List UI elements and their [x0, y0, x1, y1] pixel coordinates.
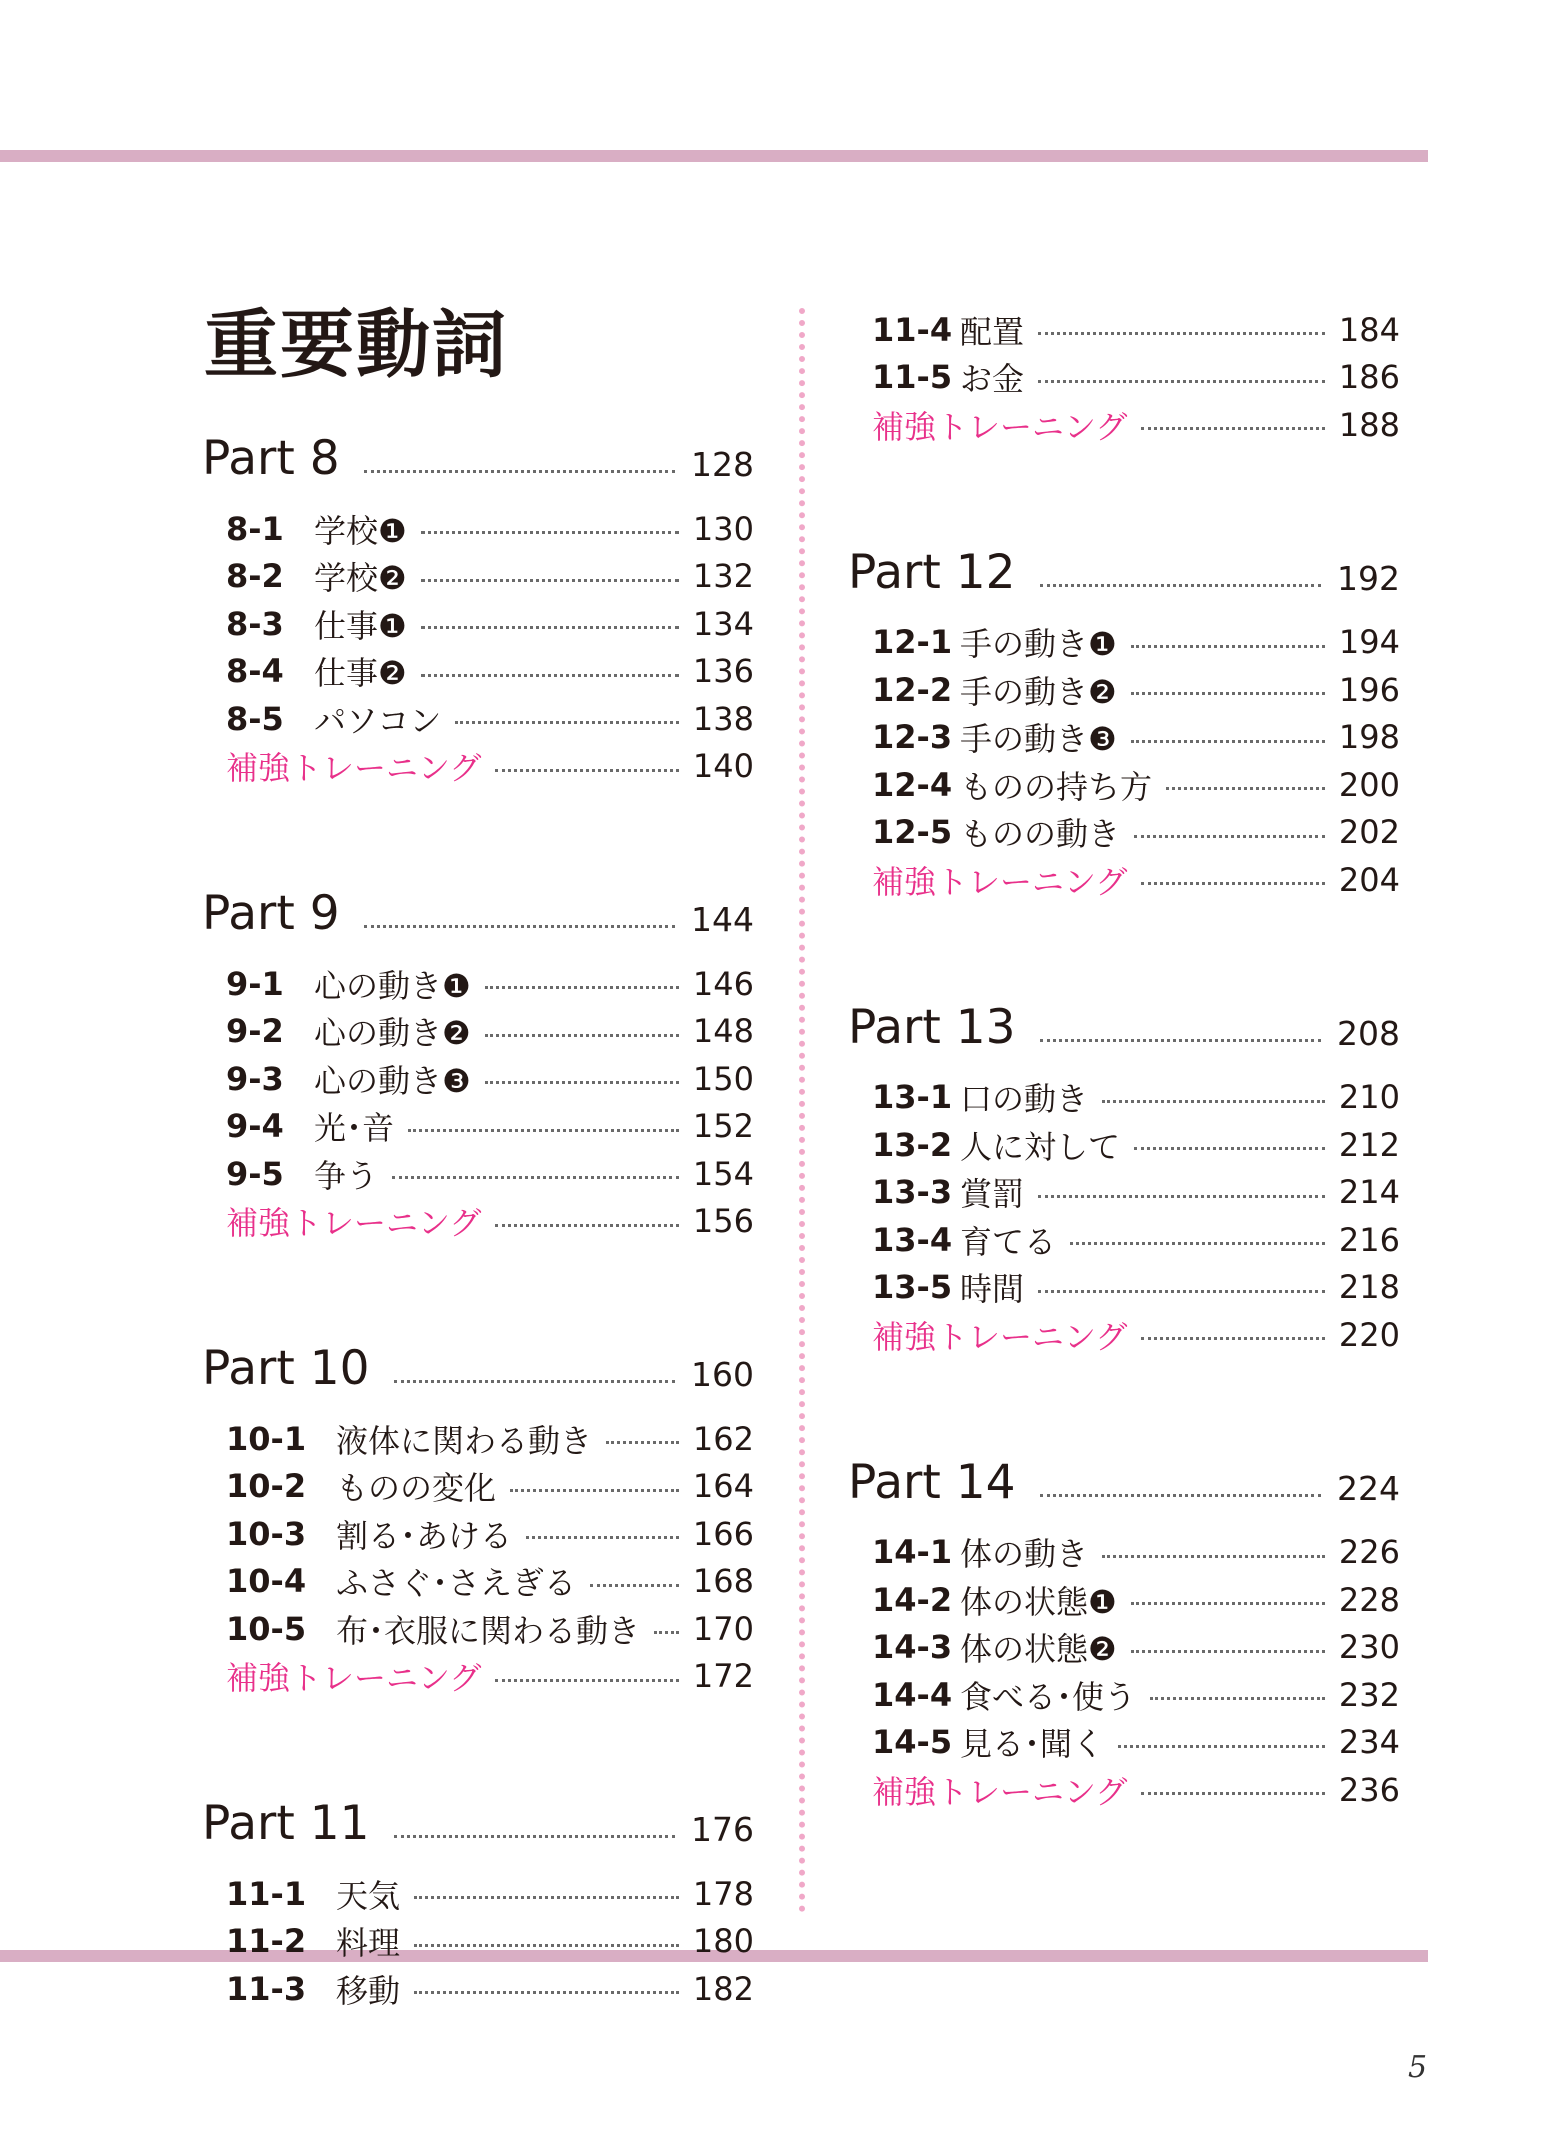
- dot-leader: [1038, 1195, 1325, 1198]
- spacer: [848, 449, 1400, 529]
- entry-page: 168: [692, 1562, 754, 1601]
- entry-label: 補強トレーニング: [226, 1659, 482, 1698]
- dot-leader: [1038, 332, 1325, 335]
- toc-entry[interactable]: [848, 714, 1400, 762]
- entry-number: 9-4: [226, 1107, 284, 1146]
- part-heading[interactable]: [848, 1439, 1400, 1513]
- toc-entry[interactable]: [202, 1870, 754, 1918]
- entry-label: 人に対して: [960, 1127, 1121, 1166]
- entry-label: 仕事❶: [314, 606, 407, 645]
- entry-label: 見る･聞く: [960, 1725, 1105, 1764]
- entry-number: 14-2: [872, 1580, 953, 1619]
- top-rule: [0, 150, 1428, 162]
- dot-leader: [1141, 427, 1325, 430]
- part-title: Part 14: [848, 1454, 1016, 1510]
- part-title: Part 10: [202, 1341, 370, 1396]
- entry-number: 8-2: [226, 557, 284, 596]
- toc-entry[interactable]: [848, 619, 1400, 667]
- toc-entry[interactable]: [848, 1169, 1400, 1217]
- entry-page: 146: [692, 964, 754, 1003]
- entry-page: 130: [692, 509, 754, 548]
- entry-page: 214: [1338, 1173, 1400, 1212]
- entry-number: 12-4: [872, 765, 953, 804]
- column-divider: [799, 308, 805, 1913]
- dot-leader: [364, 925, 675, 928]
- entry-page: 136: [692, 652, 754, 691]
- dot-leader: [526, 1536, 679, 1539]
- entry-page: 218: [1338, 1268, 1400, 1307]
- toc-entry[interactable]: [202, 1918, 754, 1966]
- spacer: [202, 1854, 754, 1870]
- toc-training-entry[interactable]: [202, 743, 754, 791]
- entry-page: 184: [1338, 310, 1400, 349]
- dot-leader: [485, 1081, 679, 1084]
- entry-page: 138: [692, 699, 754, 738]
- entry-page: 182: [692, 1969, 754, 2008]
- toc-entry[interactable]: [202, 600, 754, 648]
- entry-page: 226: [1338, 1533, 1400, 1572]
- entry-number: 12-2: [872, 670, 953, 709]
- entry-page: 196: [1338, 670, 1400, 709]
- entry-page: 228: [1338, 1580, 1400, 1619]
- entry-page: 178: [692, 1874, 754, 1913]
- toc-entry[interactable]: [202, 960, 754, 1008]
- part-page: 176: [691, 1810, 754, 1849]
- entry-number: 8-1: [226, 509, 284, 548]
- entry-label: 配置: [960, 312, 1025, 351]
- entry-number: 11-2: [226, 1922, 307, 1961]
- entry-page: 132: [692, 557, 754, 596]
- dot-leader: [1040, 1039, 1321, 1042]
- toc-entry[interactable]: [202, 695, 754, 743]
- entry-label: 学校❷: [314, 559, 407, 598]
- spacer: [848, 1058, 1400, 1074]
- toc-training-entry[interactable]: [202, 1198, 754, 1246]
- dot-leader: [1166, 787, 1325, 790]
- entry-number: 11-5: [872, 358, 953, 397]
- dot-leader: [1040, 1494, 1321, 1497]
- entry-page: 234: [1338, 1723, 1400, 1762]
- part-page: 144: [691, 900, 754, 939]
- entry-label: 心の動き❷: [314, 1014, 471, 1053]
- dot-leader: [1134, 835, 1325, 838]
- spacer: [202, 944, 754, 960]
- part-page: 224: [1337, 1468, 1400, 1508]
- toc-entry[interactable]: [202, 1415, 754, 1463]
- dot-leader: [495, 769, 679, 772]
- dot-leader: [394, 1380, 675, 1383]
- entry-page: 216: [1338, 1220, 1400, 1259]
- toc-entry[interactable]: [202, 1558, 754, 1606]
- entry-page: 200: [1338, 765, 1400, 804]
- dot-leader: [394, 1835, 675, 1838]
- toc-entry[interactable]: [848, 809, 1400, 857]
- entry-number: 11-1: [226, 1874, 307, 1913]
- entry-label: 仕事❷: [314, 654, 407, 693]
- entry-label: 学校❶: [314, 511, 407, 550]
- entry-number: 8-5: [226, 699, 284, 738]
- entry-page: 220: [1338, 1315, 1400, 1354]
- page-title: 重要動詞: [204, 302, 508, 388]
- toc-entry[interactable]: [848, 1074, 1400, 1122]
- dot-leader: [1118, 1745, 1325, 1748]
- entry-label: 育てる: [960, 1222, 1057, 1261]
- entry-page: 204: [1338, 860, 1400, 899]
- entry-label: 移動: [336, 1971, 401, 2010]
- entry-number: 9-1: [226, 964, 284, 1003]
- spacer: [848, 1359, 1400, 1439]
- part-heading[interactable]: [202, 415, 754, 489]
- toc-entry[interactable]: [202, 1463, 754, 1511]
- entry-number: 11-4: [872, 310, 953, 349]
- dot-leader: [1131, 645, 1325, 648]
- toc-training-entry[interactable]: [848, 401, 1400, 449]
- toc-entry[interactable]: [202, 648, 754, 696]
- entry-number: 12-5: [872, 813, 953, 852]
- toc-training-entry[interactable]: [848, 1766, 1400, 1814]
- entry-page: 140: [692, 747, 754, 786]
- dot-leader: [1141, 1337, 1325, 1340]
- part-title: Part 12: [848, 544, 1016, 600]
- entry-page: 212: [1338, 1125, 1400, 1164]
- dot-leader: [606, 1441, 679, 1444]
- entry-number: 13-4: [872, 1220, 953, 1259]
- dot-leader: [1038, 1290, 1325, 1293]
- entry-page: 186: [1338, 358, 1400, 397]
- toc-entry[interactable]: [202, 1055, 754, 1103]
- entry-number: 13-2: [872, 1125, 953, 1164]
- dot-leader: [455, 721, 679, 724]
- part-page: 128: [691, 445, 754, 484]
- entry-number: 10-3: [226, 1514, 307, 1553]
- toc-left-column: [202, 415, 754, 2013]
- entry-number: 10-2: [226, 1467, 307, 1506]
- dot-leader: [1040, 584, 1321, 587]
- entry-label: パソコン: [314, 701, 442, 740]
- entry-page: 148: [692, 1012, 754, 1051]
- entry-label: 体の状態❶: [960, 1582, 1117, 1621]
- toc-entry[interactable]: [202, 505, 754, 553]
- toc-entry[interactable]: [848, 1576, 1400, 1624]
- dot-leader: [414, 1896, 679, 1899]
- entry-label: ものの動き: [960, 815, 1121, 854]
- entry-label: 天気: [336, 1876, 401, 1915]
- toc-training-entry[interactable]: [848, 856, 1400, 904]
- entry-number: 12-3: [872, 718, 953, 757]
- entry-page: 194: [1338, 623, 1400, 662]
- entry-label: ものの持ち方: [960, 767, 1153, 806]
- dot-leader: [485, 986, 679, 989]
- entry-page: 170: [692, 1609, 754, 1648]
- entry-number: 14-4: [872, 1675, 953, 1714]
- dot-leader: [1070, 1242, 1325, 1245]
- entry-label: 光･音: [314, 1109, 395, 1148]
- entry-page: 188: [1338, 405, 1400, 444]
- dot-leader: [421, 579, 679, 582]
- toc-entry[interactable]: [202, 1510, 754, 1558]
- dot-leader: [392, 1176, 679, 1179]
- toc-entry[interactable]: [848, 1121, 1400, 1169]
- entry-number: 11-3: [226, 1969, 307, 2008]
- dot-leader: [414, 1991, 679, 1994]
- entry-label: 料理: [336, 1924, 401, 1963]
- toc-entry[interactable]: [202, 1605, 754, 1653]
- part-heading[interactable]: [202, 1325, 754, 1399]
- toc-entry[interactable]: [202, 553, 754, 601]
- entry-label: 割る･あける: [336, 1516, 513, 1555]
- entry-page: 162: [692, 1419, 754, 1458]
- toc-entry[interactable]: [848, 354, 1400, 402]
- spacer: [202, 1399, 754, 1415]
- entry-number: 8-4: [226, 652, 284, 691]
- entry-number: 13-5: [872, 1268, 953, 1307]
- entry-page: 152: [692, 1107, 754, 1146]
- entry-label: 心の動き❸: [314, 1061, 471, 1100]
- part-title: Part 13: [848, 999, 1016, 1055]
- dot-leader: [654, 1631, 679, 1634]
- part-title: Part 8: [202, 431, 340, 486]
- toc-entry[interactable]: [848, 761, 1400, 809]
- toc-entry[interactable]: [202, 1150, 754, 1198]
- entry-label: 補強トレーニング: [872, 1772, 1128, 1811]
- dot-leader: [1134, 1147, 1325, 1150]
- entry-number: 14-5: [872, 1723, 953, 1762]
- dot-leader: [1131, 740, 1325, 743]
- entry-number: 10-1: [226, 1419, 307, 1458]
- toc-entry[interactable]: [848, 306, 1400, 354]
- entry-label: 手の動き❷: [960, 672, 1117, 711]
- dot-leader: [408, 1129, 679, 1132]
- dot-leader: [364, 470, 675, 473]
- entry-label: お金: [960, 360, 1025, 399]
- dot-leader: [421, 626, 679, 629]
- toc-entry[interactable]: [848, 666, 1400, 714]
- part-page: 208: [1337, 1013, 1400, 1053]
- entry-number: 9-5: [226, 1154, 284, 1193]
- dot-leader: [510, 1489, 679, 1492]
- part-heading[interactable]: [202, 1780, 754, 1854]
- toc-entry[interactable]: [848, 1719, 1400, 1767]
- entry-label: 心の動き❶: [314, 966, 471, 1005]
- entry-number: 13-1: [872, 1078, 953, 1117]
- entry-label: 手の動き❸: [960, 720, 1117, 759]
- entry-page: 198: [1338, 718, 1400, 757]
- entry-page: 164: [692, 1467, 754, 1506]
- part-page: 160: [691, 1355, 754, 1394]
- dot-leader: [495, 1224, 679, 1227]
- dot-leader: [485, 1034, 679, 1037]
- entry-number: 12-1: [872, 623, 953, 662]
- toc-training-entry[interactable]: [202, 1653, 754, 1701]
- entry-page: 166: [692, 1514, 754, 1553]
- part-heading[interactable]: [848, 529, 1400, 603]
- entry-number: 10-5: [226, 1609, 307, 1648]
- entry-label: 補強トレーニング: [872, 1317, 1128, 1356]
- toc-entry[interactable]: [848, 1264, 1400, 1312]
- spacer: [848, 603, 1400, 619]
- spacer: [202, 1245, 754, 1325]
- spacer: [202, 1700, 754, 1780]
- entry-page: 236: [1338, 1770, 1400, 1809]
- entry-label: 体の動き: [960, 1535, 1089, 1574]
- entry-label: ものの変化: [336, 1469, 497, 1508]
- dot-leader: [1141, 1792, 1325, 1795]
- entry-label: ふさぐ･さえぎる: [336, 1564, 577, 1603]
- entry-label: 布･衣服に関わる動き: [336, 1611, 641, 1650]
- entry-number: 13-3: [872, 1173, 953, 1212]
- entry-number: 10-4: [226, 1562, 307, 1601]
- dot-leader: [1102, 1100, 1325, 1103]
- entry-page: 156: [692, 1202, 754, 1241]
- entry-page: 154: [692, 1154, 754, 1193]
- entry-page: 134: [692, 604, 754, 643]
- dot-leader: [421, 531, 679, 534]
- toc-entry[interactable]: [202, 1965, 754, 2013]
- part-title: Part 9: [202, 886, 340, 941]
- toc-entry[interactable]: [848, 1529, 1400, 1577]
- spacer: [202, 790, 754, 870]
- spacer: [202, 489, 754, 505]
- dot-leader: [414, 1944, 679, 1947]
- part-page: 192: [1337, 558, 1400, 598]
- entry-label: 口の動き: [960, 1080, 1089, 1119]
- entry-number: 8-3: [226, 604, 284, 643]
- entry-page: 232: [1338, 1675, 1400, 1714]
- entry-page: 172: [692, 1657, 754, 1696]
- entry-label: 体の状態❷: [960, 1630, 1117, 1669]
- dot-leader: [1038, 380, 1325, 383]
- dot-leader: [1131, 1602, 1325, 1605]
- entry-label: 補強トレーニング: [226, 749, 482, 788]
- entry-page: 210: [1338, 1078, 1400, 1117]
- page-number: 5: [1408, 2050, 1428, 2085]
- dot-leader: [421, 674, 679, 677]
- dot-leader: [1141, 882, 1325, 885]
- dot-leader: [1150, 1697, 1325, 1700]
- part-title: Part 11: [202, 1796, 370, 1851]
- entry-label: 液体に関わる動き: [336, 1421, 593, 1460]
- dot-leader: [1102, 1555, 1325, 1558]
- spacer: [848, 1513, 1400, 1529]
- entry-label: 食べる･使う: [960, 1677, 1137, 1716]
- toc-entry[interactable]: [848, 1216, 1400, 1264]
- part-heading[interactable]: [202, 870, 754, 944]
- entry-number: 9-2: [226, 1012, 284, 1051]
- entry-page: 230: [1338, 1628, 1400, 1667]
- toc-entry[interactable]: [848, 1624, 1400, 1672]
- toc-entry[interactable]: [202, 1103, 754, 1151]
- dot-leader: [1131, 692, 1325, 695]
- entry-label: 争う: [314, 1156, 379, 1195]
- entry-label: 手の動き❶: [960, 625, 1117, 664]
- toc-entry[interactable]: [202, 1008, 754, 1056]
- toc-training-entry[interactable]: [848, 1311, 1400, 1359]
- entry-page: 150: [692, 1059, 754, 1098]
- toc-entry[interactable]: [848, 1671, 1400, 1719]
- entry-label: 賞罰: [960, 1175, 1025, 1214]
- spacer: [848, 904, 1400, 984]
- entry-label: 補強トレーニング: [872, 407, 1128, 446]
- dot-leader: [590, 1584, 679, 1587]
- dot-leader: [1131, 1650, 1325, 1653]
- entry-page: 202: [1338, 813, 1400, 852]
- entry-page: 180: [692, 1922, 754, 1961]
- part-heading[interactable]: [848, 984, 1400, 1058]
- entry-label: 補強トレーニング: [226, 1204, 482, 1243]
- dot-leader: [495, 1679, 679, 1682]
- entry-number: 9-3: [226, 1059, 284, 1098]
- entry-number: 14-3: [872, 1628, 953, 1667]
- entry-label: 補強トレーニング: [872, 862, 1128, 901]
- entry-number: 14-1: [872, 1533, 953, 1572]
- entry-label: 時間: [960, 1270, 1025, 1309]
- toc-right-column: [848, 306, 1400, 1814]
